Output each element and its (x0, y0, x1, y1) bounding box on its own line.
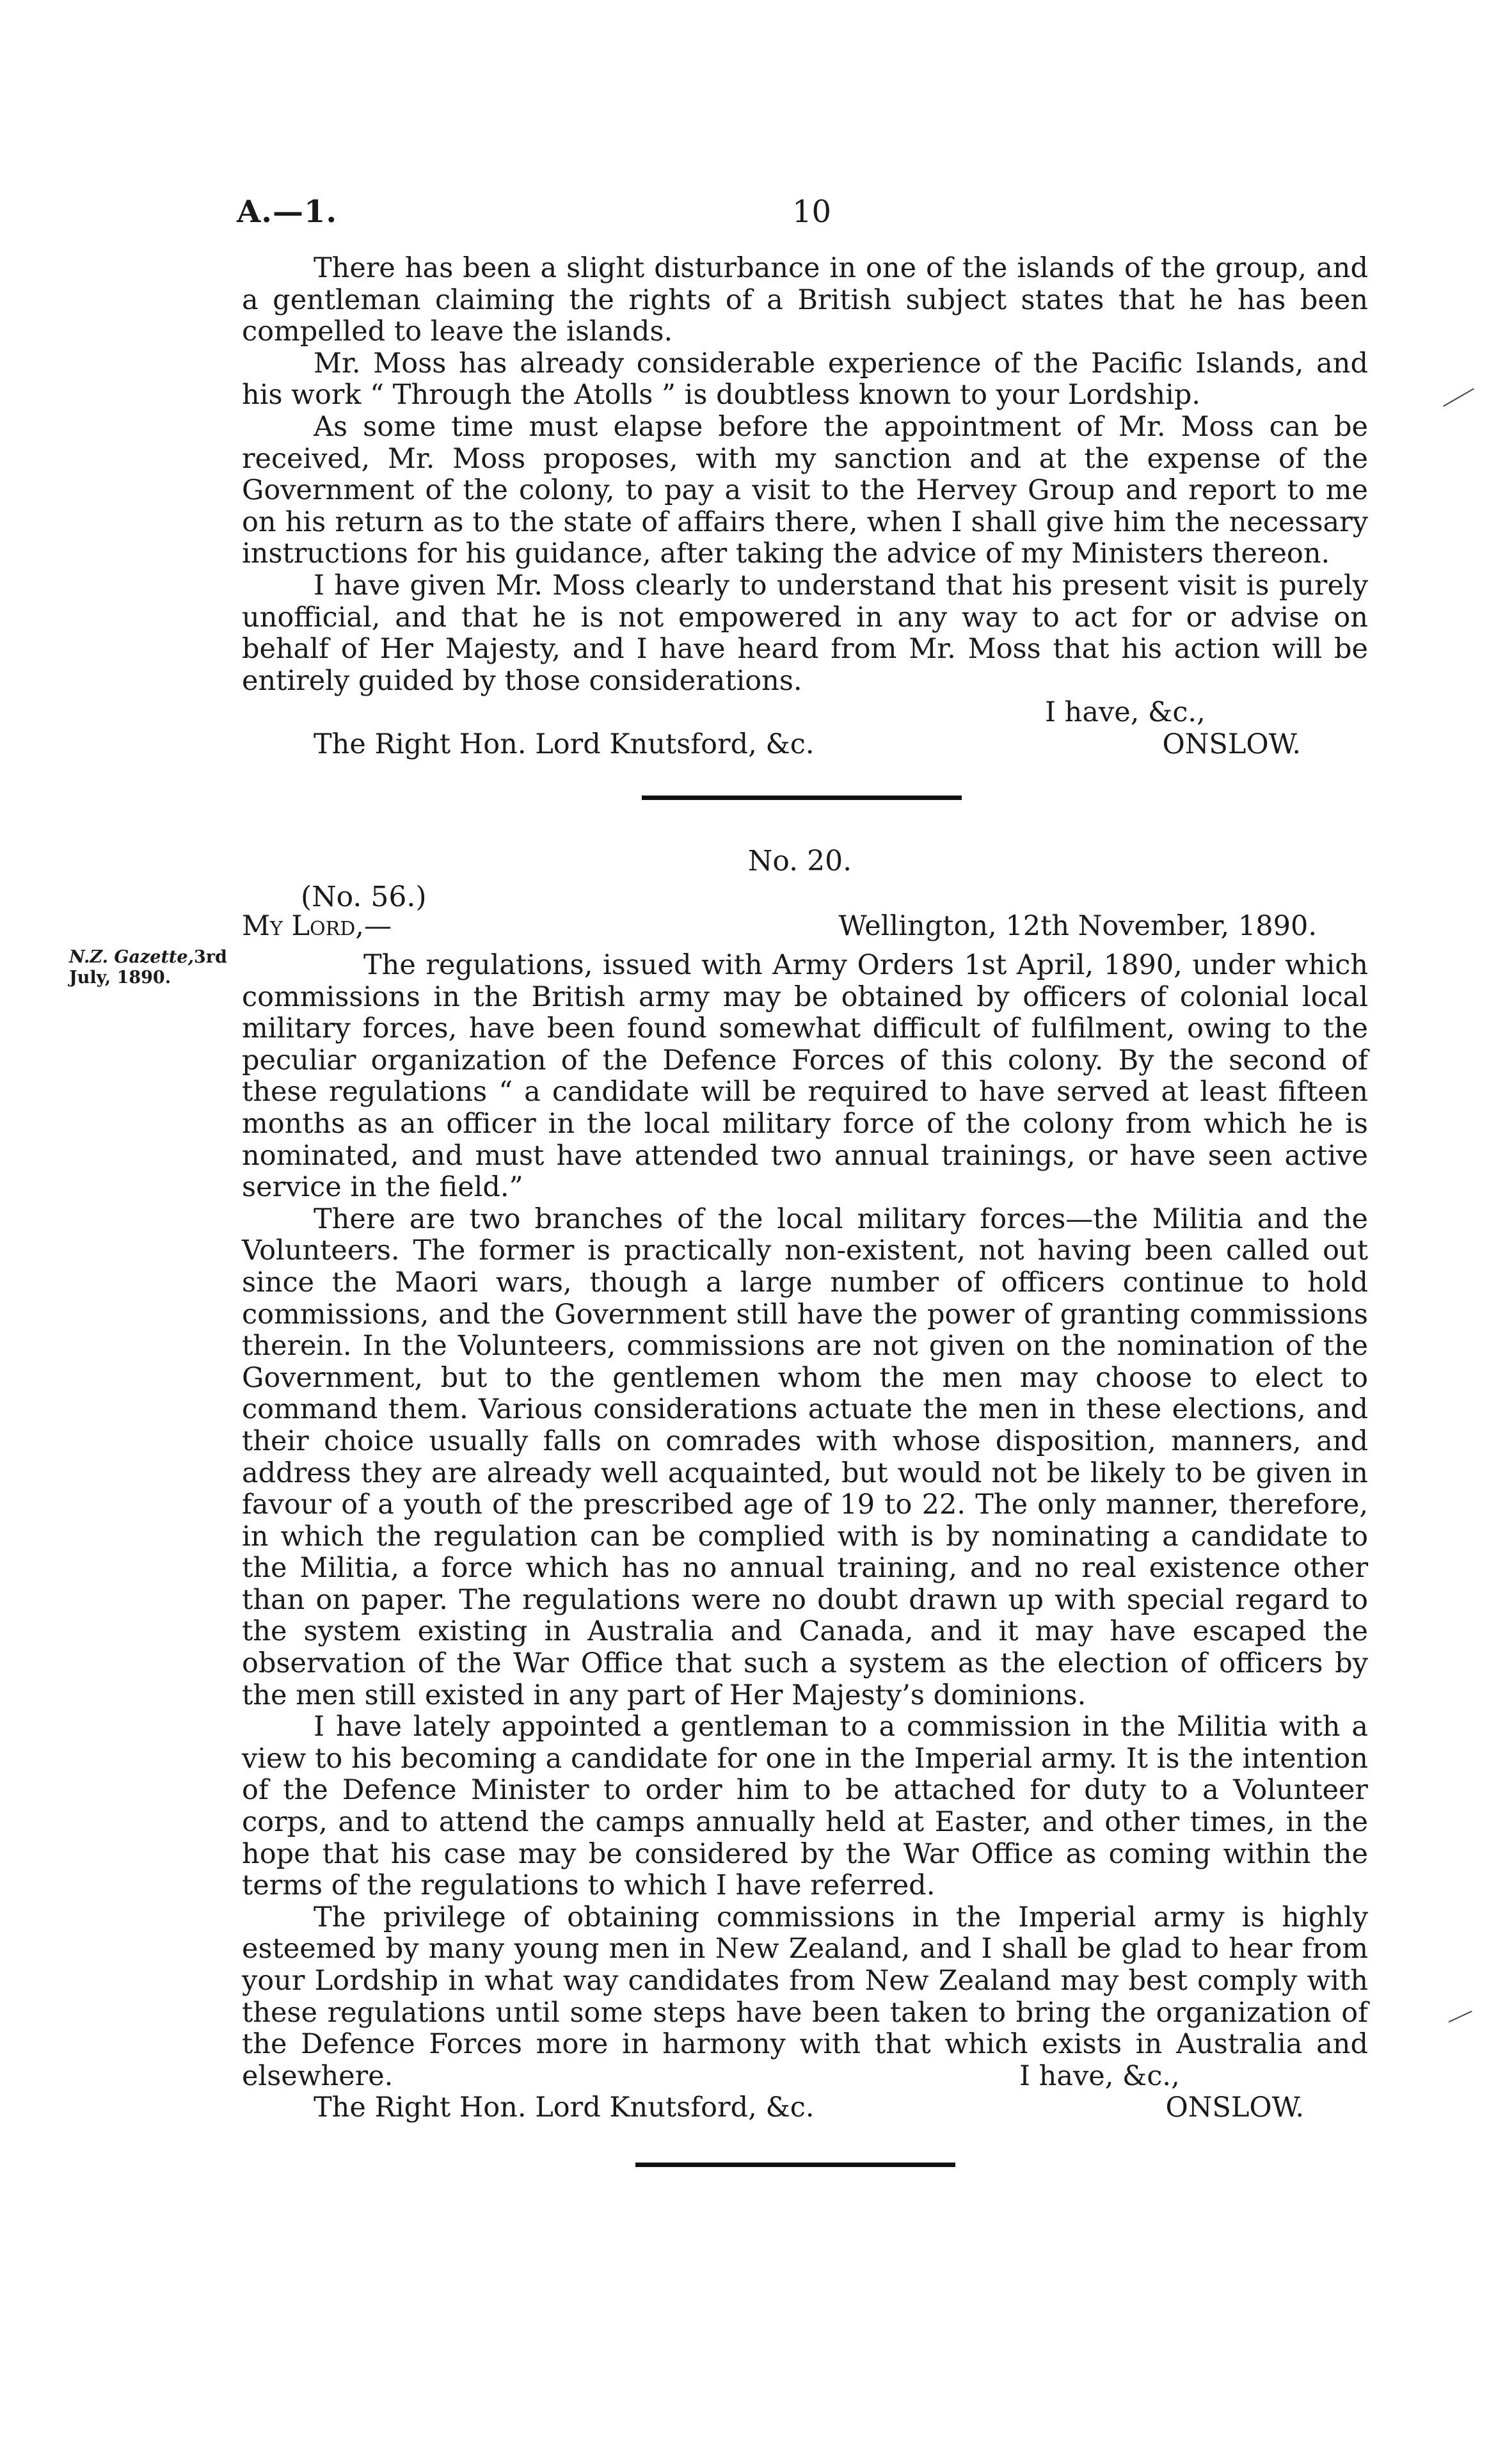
margin-note-source: N.Z. Gazette, (69, 947, 194, 967)
letter-2-number: No. 20. (747, 845, 852, 877)
letter-2-paragraph: The privilege of obtaining commissions in the Imperial army is highly esteemed by many young men in New Zealand, and I shall be glad to hear from your Lordship in what way candidates from New Zealand may best comply with these regulations until some steps have been taken to bring the organization of the Defence Forces more in harmony with that which exists in Australia and elsewhere. (242, 1901, 1368, 2092)
letter-2-salutation: My Lord,— (242, 910, 392, 942)
letter-2-body (242, 950, 1368, 2124)
letter-2-sign-off: I have, &c., (1019, 2060, 1180, 2092)
letter-1-closing-row (242, 729, 1368, 761)
scan-mark (1448, 2011, 1472, 2023)
letter-1-sign-off-row (242, 697, 1368, 729)
letter-2-paragraph: I have lately appointed a gentleman to a commission in the Militia with a view to his becoming a candidate for one in the Imperial army. It is the intention of the Defence Minister to order him to be attached for duty to a Volunteer corps, and to attend the camps annually held at Easter, and other times, in the hope that his case may be considered by the War Office as coming within the terms of the regulations to which I have referred. (242, 1711, 1368, 1902)
letter-1-addressee: The Right Hon. Lord Knutsford, &c. (314, 728, 815, 760)
margin-note-day: 3rd (193, 947, 227, 967)
letter-2-paragraph: There are two branches of the local military forces—the Militia and the Volunteers. The former is practically non-existent, not having been called out since the Maori wars, though a large number of officers continue to hold commissions, and the Government still have the power of granting commissions therein. In the Volunteers, commissions are not given on the nomination of the Government, but to the gentlemen whom the men may choose to elect to command them. Various considerations actuate the men in these elections, and their choice usually falls on comrades with whose disposition, manners, and address they are already well acquainted, but would not be likely to be given in favour of a youth of the prescribed age of 19 to 22. The only manner, therefore, in which the regulation can be complied with is by nominating a candidate to the Militia, a force which has no annual training, and no real existence other than on paper. The regulations were no doubt drawn up with special regard to the system existing in Australia and Canada, and it may have escaped the observation of the War Office that such a system as the election of officers by the men still existed in any part of Her Majesty’s dominions. (242, 1203, 1368, 1711)
section-divider (642, 796, 962, 800)
section-label: A.—1. (237, 194, 338, 230)
letter-1-paragraph: I have given Mr. Moss clearly to understand that his present visit is purely unofficial, and that he is not empowered in any way to act for or advise on behalf of Her Majesty, and I have heard from Mr. Moss that his action will be entirely guided by those considerations. (242, 569, 1368, 697)
letter-2-sign-off-row (242, 2061, 1368, 2093)
margin-note-date: July, 1890. (69, 968, 171, 988)
page-number: 10 (792, 194, 832, 230)
letter-2-paragraph: The regulations, issued with Army Orders 1st April, 1890, under which commissions in the British army may be obtained by officers of colonial local military forces, have been found somewhat difficult of fulfilment, owing to the peculiar organization of the Defence Forces of this colony. By the second of these regulations “ a candidate will be required to have served at least fifteen months as an officer in the local military force of the colony from which he is nominated, and must have attended two annual trainings, or have seen active service in the field.” (242, 949, 1368, 1204)
margin-note (69, 947, 227, 988)
letter-2-closing-row (242, 2092, 1368, 2124)
letter-1-paragraph: There has been a slight disturbance in one of the islands of the group, and a gentleman claiming the rights of a British subject states that he has been compelled to leave the islands. (242, 252, 1368, 348)
letter-1-paragraph: Mr. Moss has already considerable experience of the Pacific Islands, and his work “ Through the Atolls ” is doubtless known to your Lordship. (242, 347, 1368, 412)
scan-mark (1443, 388, 1474, 406)
letter-2-addressee: The Right Hon. Lord Knutsford, &c. (314, 2092, 815, 2124)
letter-1-body (242, 253, 1368, 761)
letter-2-salutation-row (242, 910, 1317, 942)
letter-2-signature: ONSLOW. (1165, 2092, 1304, 2124)
letter-2-reference: (No. 56.) (301, 881, 427, 913)
letter-1-paragraph: As some time must elapse before the appointment of Mr. Moss can be received, Mr. Moss proposes, with my sanction and at the expense of the Government of the colony, to pay a visit to the Hervey Group and report to me on his return as to the state of affairs there, when I shall give him the necessary instructions for his guidance, after taking the advice of my Ministers thereon. (242, 410, 1368, 570)
letter-1-sign-off: I have, &c., (1045, 696, 1206, 729)
letter-1-signature: ONSLOW. (1162, 728, 1301, 760)
section-divider (635, 2163, 955, 2167)
letter-2-place-date: Wellington, 12th November, 1890. (838, 910, 1317, 942)
